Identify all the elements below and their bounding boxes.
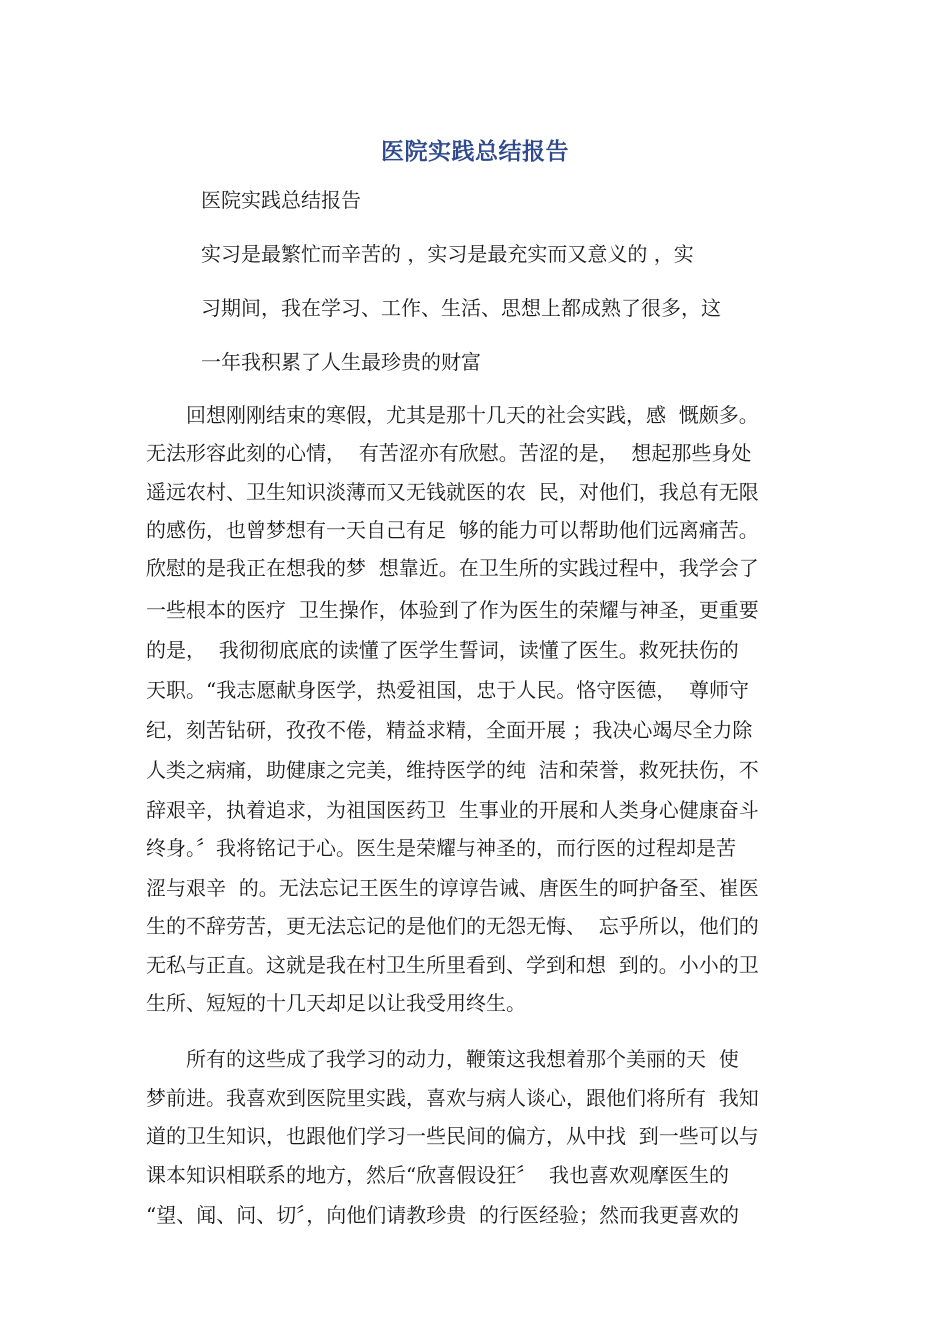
paragraph1-line: 人类之病痛，助健康之完美，维持医学的纯 洁和荣誉，救死扶伤，不 [146,758,759,782]
paragraph1-line: 欣慰的是我正在想我的梦 想靠近。在卫生所的实践过程中，我学会了 [146,556,759,580]
paragraph1-line: 回想刚刚结束的寒假，尤其是那十几天的社会实践，感 慨颇多。 [146,403,759,427]
intro-line: 一年我积累了人生最珍贵的财富 [201,350,481,374]
paragraph1-line: 终身。〞我将铭记于心。医生是荣耀与神圣的，而行医的过程却是苦 [146,836,736,860]
intro-line: 实习是最繁忙而辛苦的 ，实习是最充实而又意义的 ，实 [201,242,694,266]
paragraph1-line: 遥远农村、卫生知识淡薄而又无钱就医的农 民，对他们，我总有无限 [146,480,759,504]
paragraph1-line: 一些根本的医疗 卫生操作，体验到了作为医生的荣耀与神圣，更重要 [146,598,759,622]
paragraph2-line: 道的卫生知识，也跟他们学习一些民间的偏方，从中找 到一些可以与 [146,1124,759,1148]
paragraph1-line: 的感伤，也曾梦想有一天自己有足 够的能力可以帮助他们远离痛苦。 [146,518,759,542]
paragraph1-line: 辞艰辛，执着追求，为祖国医药卫 生事业的开展和人类身心健康奋斗 [146,798,759,822]
paragraph2-line: “望、闻、问、切〞，向他们请教珍贵 的行医经验；然而我更喜欢的 [146,1203,739,1227]
paragraph1-line: 生的不辞劳苦，更无法忘记的是他们的无怨无悔、 忘乎所以，他们的 [146,914,759,938]
paragraph1-line: 无法形容此刻的心情， 有苦涩亦有欣慰。苦涩的是， 想起那些身处 [146,441,752,465]
paragraph2-line: 所有的这些成了我学习的动力，鞭策这我想着那个美丽的天 使 [146,1047,739,1071]
paragraph1-line: 生所、短短的十几天却足以让我受用终生。 [146,991,526,1015]
paragraph1-line: 的是， 我彻彻底底的读懂了医学生誓词，读懂了医生。救死扶伤的 [146,638,739,662]
paragraph2-line: 梦前进。我喜欢到医院里实践，喜欢与病人谈心，跟他们将所有 我知 [146,1086,759,1110]
paragraph2-line: 课本知识相联系的地方，然后“欣喜假设狂〞 我也喜欢观摩医生的 [146,1163,729,1187]
intro-line: 习期间，我在学习、工作、生活、思想上都成熟了很多，这 [201,296,721,320]
paragraph1-line: 天职。“我志愿献身医学，热爱祖国，忠于人民。恪守医德， 尊师守 [146,678,749,702]
page-title: 医院实践总结报告 [381,139,569,165]
document-subtitle: 医院实践总结报告 [201,188,361,212]
paragraph1-line: 纪，刻苦钻研，孜孜不倦，精益求精，全面开展 ；我决心竭尽全力除 [146,718,753,742]
paragraph1-line: 涩与艰辛 的。无法忘记王医生的谆谆告诫、唐医生的呵护备至、崔医 [146,876,759,900]
paragraph1-line: 无私与正直。这就是我在村卫生所里看到、学到和想 到的。小小的卫 [146,953,759,977]
